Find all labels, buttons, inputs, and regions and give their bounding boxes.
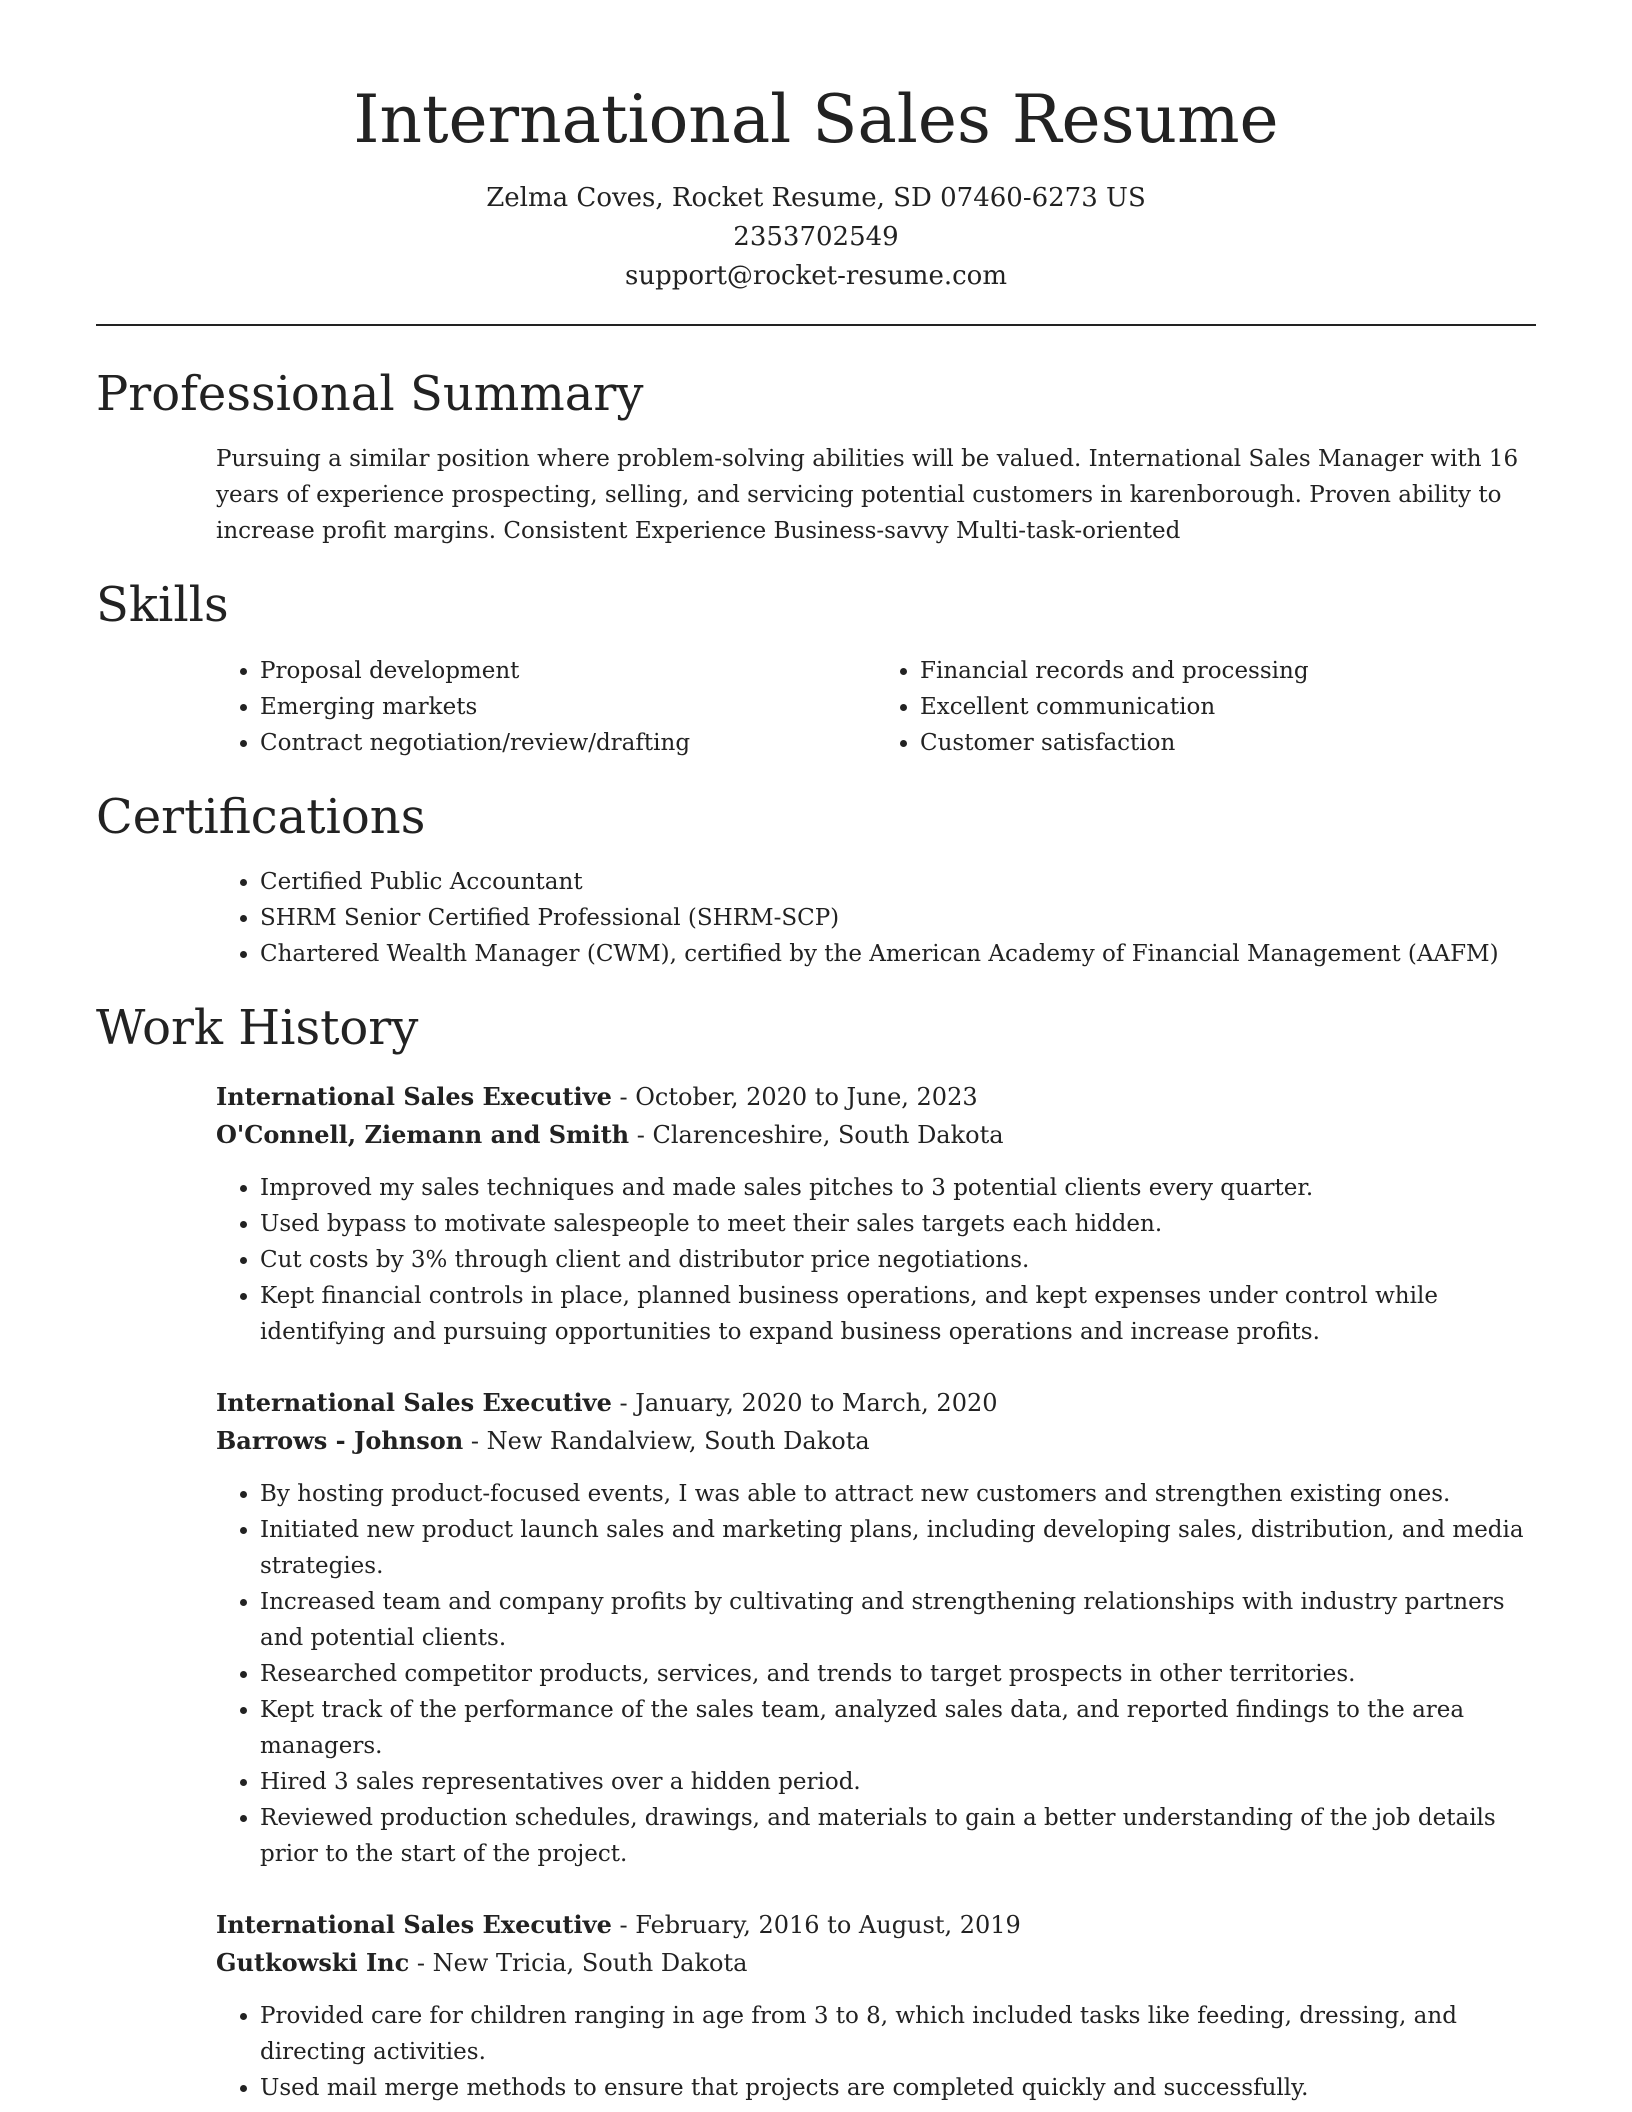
job-bullet: • Reviewed production schedules, drawings, and materials to gain a better understanding of the job details prior to the start of the project. xyxy=(260,1800,1536,1872)
skills-section xyxy=(96,577,1536,761)
skill-item: • Financial records and processing xyxy=(920,653,1536,689)
certification-item: • Chartered Wealth Manager (CWM), certified by the American Academy of Financial Management (AAFM) xyxy=(260,936,1536,972)
job-bullet: • Hired 3 sales representatives over a hidden period. xyxy=(260,1764,1536,1800)
job-title: International Sales Executive xyxy=(216,1909,612,1939)
job-entry xyxy=(216,1384,1536,1872)
job-bullet: • Researched competitor products, services, and trends to target prospects in other territories. xyxy=(260,1656,1536,1692)
contact-info xyxy=(96,179,1536,296)
job-entry xyxy=(216,1078,1536,1350)
professional-summary-section xyxy=(96,366,1536,550)
skill-item: • Contract negotiation/review/drafting xyxy=(260,725,876,761)
job-bullets xyxy=(216,1476,1536,1872)
skills-columns xyxy=(216,653,1536,761)
resume-header xyxy=(96,0,1536,296)
job-company-line xyxy=(216,1944,1536,1982)
job-bullet: • Provided care for children ranging in age from 3 to 8, which included tasks like feeding, dressing, and directing activities. xyxy=(260,1998,1536,2070)
job-company-line xyxy=(216,1116,1536,1154)
job-entry xyxy=(216,1906,1536,2106)
section-heading-work-history: Work History xyxy=(96,1000,419,1057)
work-history-section xyxy=(96,1000,1536,2106)
skill-item: • Customer satisfaction xyxy=(920,725,1536,761)
job-bullet: • Kept financial controls in place, planned business operations, and kept expenses under control while identifying and pursuing opportunities to expand business operations and increase profits. xyxy=(260,1278,1536,1350)
address: Zelma Coves, Rocket Resume, SD 07460-6273 US xyxy=(486,182,1146,213)
job-dates: - February, 2016 to August, 2019 xyxy=(611,1910,1021,1939)
job-bullet: • Used mail merge methods to ensure that projects are completed quickly and successfully. xyxy=(260,2070,1536,2106)
job-company: Barrows - Johnson xyxy=(216,1425,464,1455)
skill-item: • Excellent communication xyxy=(920,689,1536,725)
job-bullets xyxy=(216,1998,1536,2106)
section-heading-summary: Professional Summary xyxy=(96,365,644,422)
job-bullet: • By hosting product-focused events, I was able to attract new customers and strengthen existing ones. xyxy=(260,1476,1536,1512)
job-title-line xyxy=(216,1906,1536,1944)
job-title-line xyxy=(216,1384,1536,1422)
phone: 2353702549 xyxy=(733,221,899,252)
job-bullet: • Improved my sales techniques and made sales pitches to 3 potential clients every quarter. xyxy=(260,1170,1536,1206)
section-heading-skills: Skills xyxy=(96,577,229,634)
job-bullets xyxy=(216,1170,1536,1350)
job-company-line xyxy=(216,1422,1536,1460)
skill-item: • Emerging markets xyxy=(260,689,876,725)
job-bullet: • Used bypass to motivate salespeople to meet their sales targets each hidden. xyxy=(260,1206,1536,1242)
job-company: Gutkowski Inc xyxy=(216,1947,410,1977)
resume-page xyxy=(96,0,1536,2106)
certifications-list xyxy=(216,864,1536,972)
certifications-section xyxy=(96,789,1536,973)
job-title-line xyxy=(216,1078,1536,1116)
job-title: International Sales Executive xyxy=(216,1387,612,1417)
resume-title: International Sales Resume xyxy=(353,81,1279,158)
job-location: - New Randalview, South Dakota xyxy=(463,1426,870,1455)
job-location: - Clarenceshire, South Dakota xyxy=(629,1120,1004,1149)
job-dates: - January, 2020 to March, 2020 xyxy=(611,1388,998,1417)
job-bullet: • Cut costs by 3% through client and distributor price negotiations. xyxy=(260,1242,1536,1278)
skills-list-right xyxy=(876,653,1536,761)
job-bullet: • Kept track of the performance of the sales team, analyzed sales data, and reported findings to the area managers. xyxy=(260,1692,1536,1764)
job-title: International Sales Executive xyxy=(216,1081,612,1111)
email: support@rocket-resume.com xyxy=(624,260,1007,291)
job-bullet: • Increased team and company profits by cultivating and strengthening relationships with industry partners and potential clients. xyxy=(260,1584,1536,1656)
summary-text: Pursuing a similar position where problem-solving abilities will be valued. International Sales Manager with 16 years of experience prospecting, selling, and servicing potential customers in karenborough. Proven ability to increase profit margins. Consistent Experience Business-savvy Multi-task-oriented xyxy=(216,446,1519,545)
certification-item: • SHRM Senior Certified Professional (SHRM-SCP) xyxy=(260,900,1536,936)
job-location: - New Tricia, South Dakota xyxy=(409,1948,748,1977)
job-bullet: • Initiated new product launch sales and marketing plans, including developing sales, distribution, and media strategies. xyxy=(260,1512,1536,1584)
skill-item: • Proposal development xyxy=(260,653,876,689)
certification-item: • Certified Public Accountant xyxy=(260,864,1536,900)
skills-list-left xyxy=(216,653,876,761)
section-heading-certifications: Certifications xyxy=(96,788,426,845)
job-dates: - October, 2020 to June, 2023 xyxy=(611,1082,978,1111)
job-company: O'Connell, Ziemann and Smith xyxy=(216,1119,630,1149)
header-divider xyxy=(96,324,1536,326)
